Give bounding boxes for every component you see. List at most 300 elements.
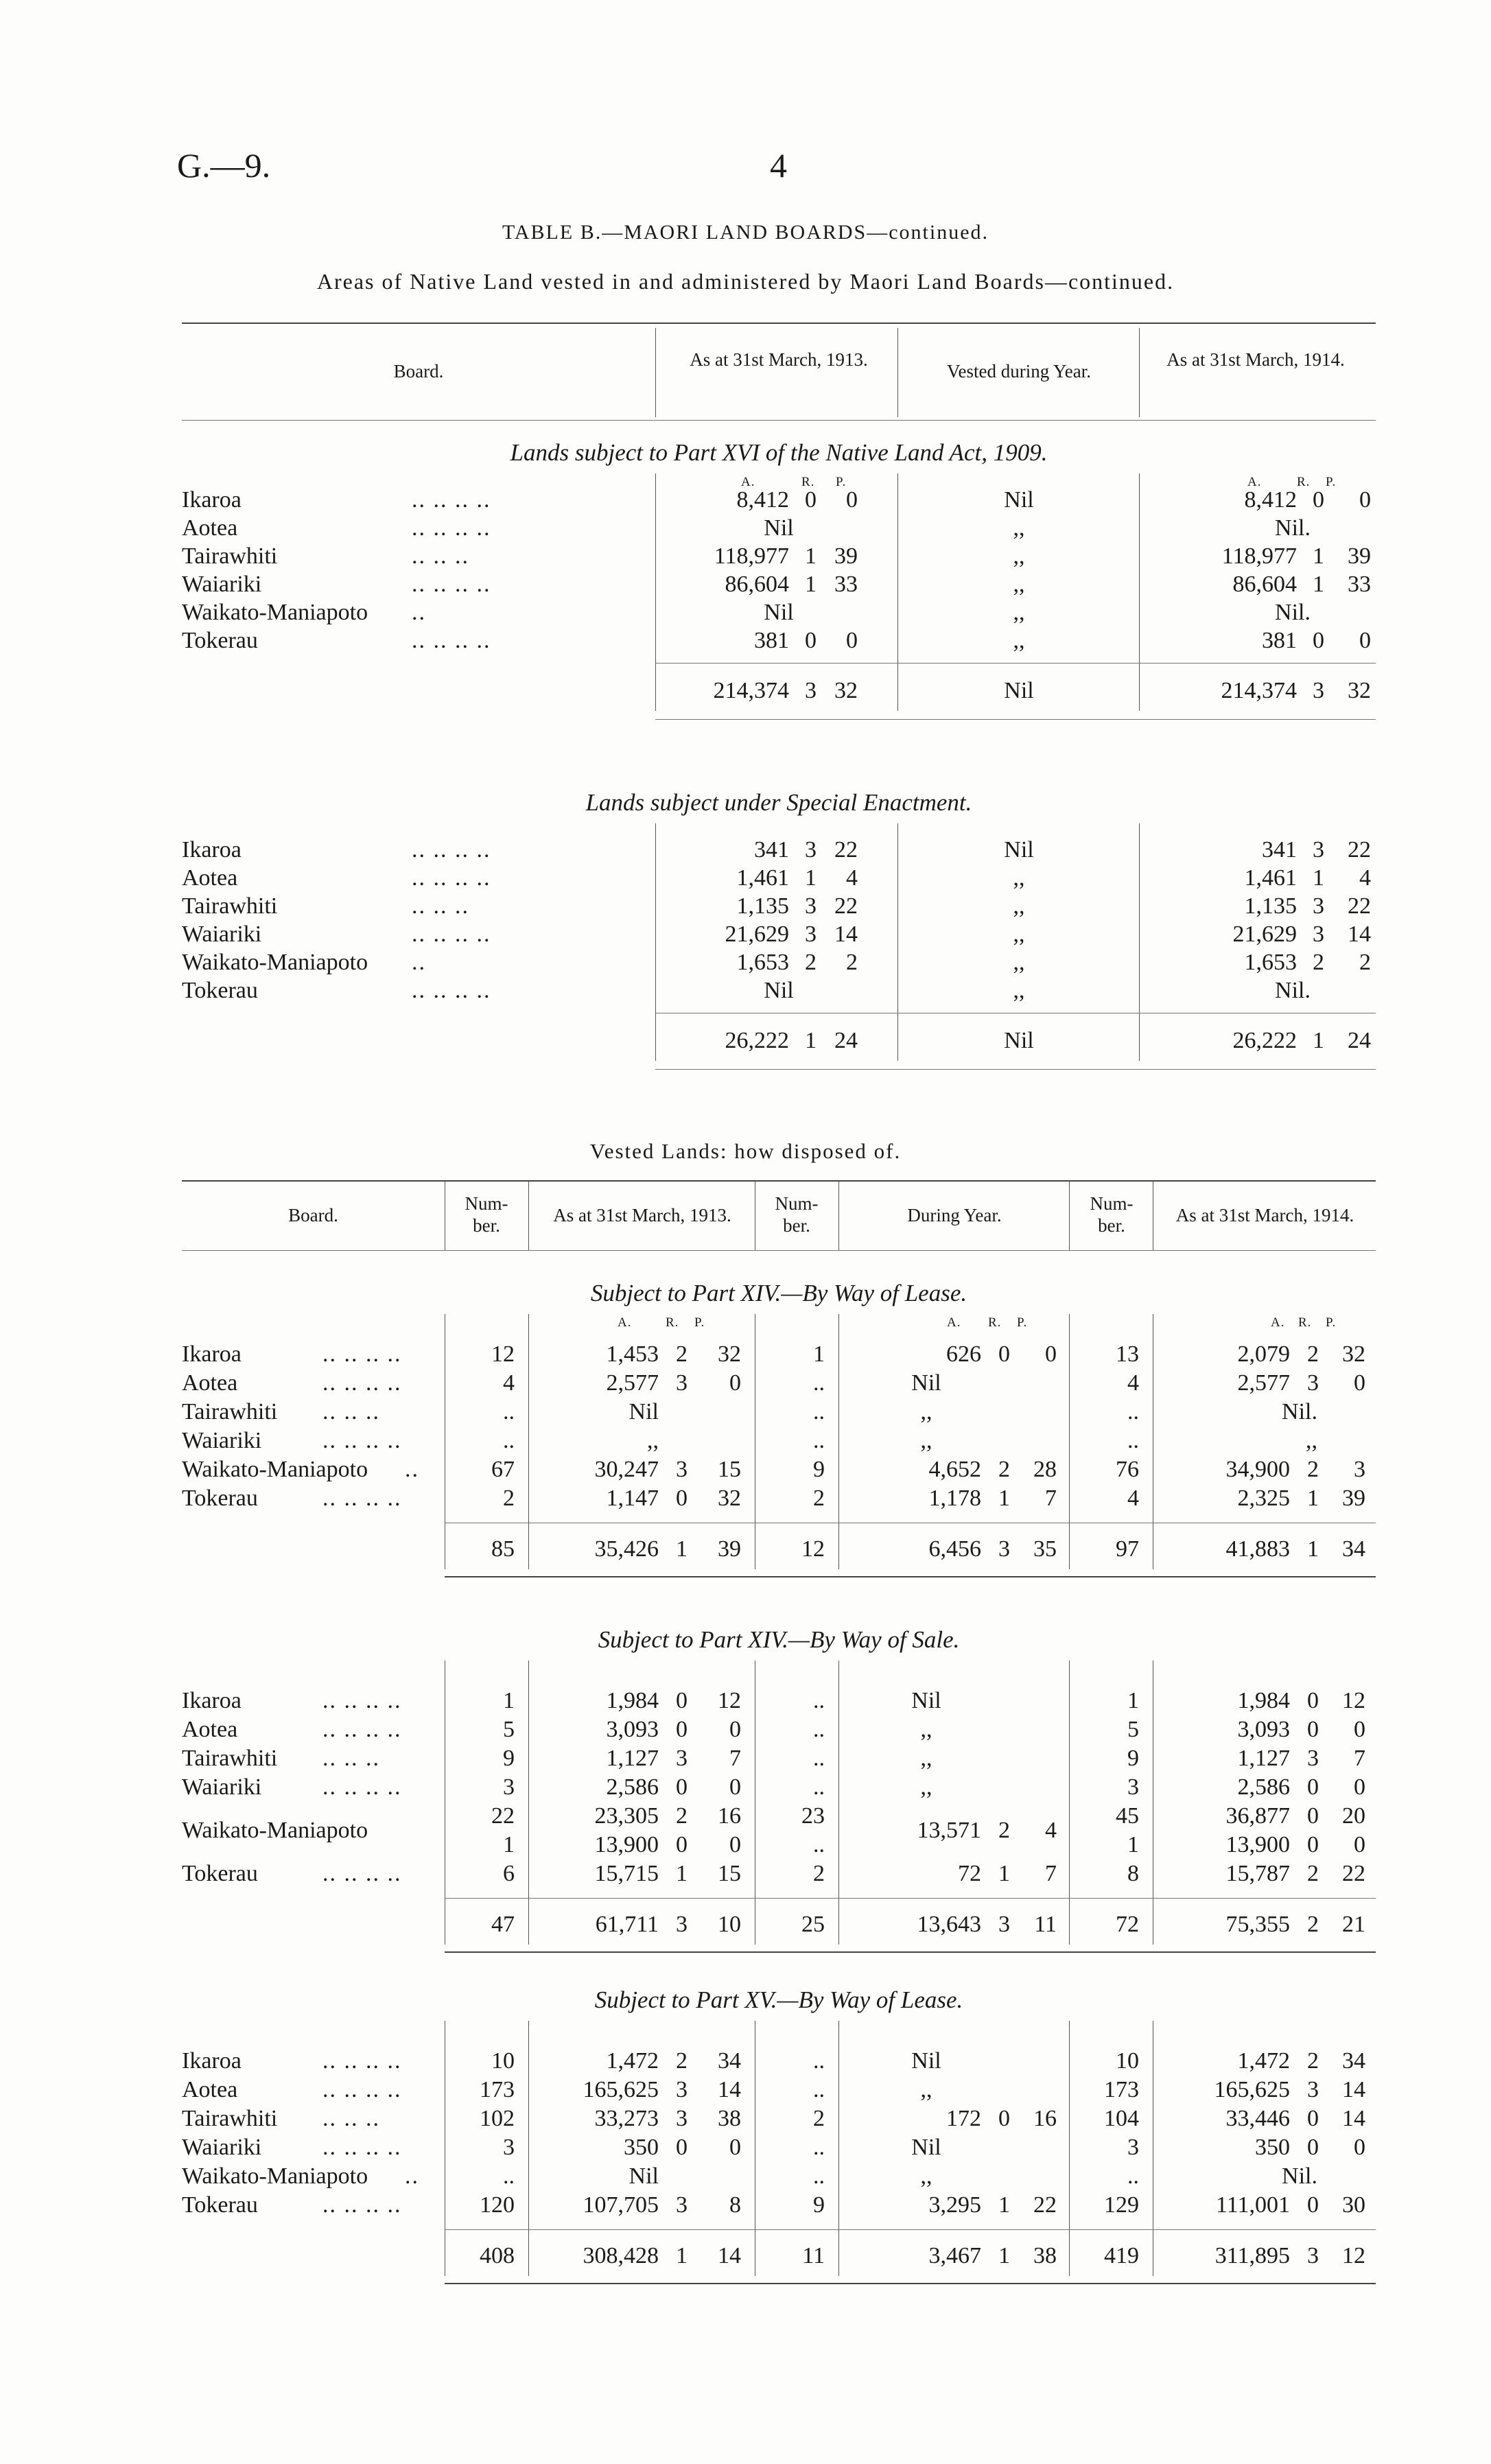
board-name: Waikato-Maniapoto xyxy=(182,1457,368,1482)
column-rule xyxy=(838,1314,839,1569)
cell-vested: ,, xyxy=(1013,865,1025,891)
leader-dots: .. .. .. .. xyxy=(322,2048,402,2074)
cell-a2: ,, xyxy=(920,2077,932,2102)
leader-dots: .. .. .. .. xyxy=(322,1341,402,1367)
total-r2: 3 xyxy=(998,1536,1010,1562)
cell-a3: 2,325 xyxy=(1237,1486,1290,1511)
cell-r3: 0 xyxy=(1307,2192,1319,2218)
cell-a3: Nil. xyxy=(1282,2163,1317,2189)
column-rule xyxy=(1069,1314,1070,1569)
cell-p3: 7 xyxy=(1354,1746,1365,1771)
cell-a1: 13,900 xyxy=(594,1832,659,1857)
cell-1913-perches: 0 xyxy=(846,487,858,513)
cell-a3: 36,877 xyxy=(1225,1803,1290,1829)
col2-header-board: Board. xyxy=(288,1205,338,1225)
unit-label: A. xyxy=(1271,1315,1285,1330)
cell-p1: 15 xyxy=(718,1861,741,1886)
cell-a2: Nil xyxy=(911,1688,941,1713)
cell-n3: 173 xyxy=(1104,2077,1139,2102)
leader-dots: .. .. .. .. xyxy=(412,628,491,653)
cell-r2: 1 xyxy=(998,2192,1010,2218)
cell-1914-acres: 1,135 xyxy=(1244,893,1297,919)
cell-1914-roods: 1 xyxy=(1313,572,1324,597)
board-name: Waiariki xyxy=(182,572,262,597)
board-name: Aotea xyxy=(182,865,238,891)
cell-1914-acres: Nil. xyxy=(1275,515,1311,541)
cell-p1: 32 xyxy=(718,1341,741,1367)
total-a2: 3,467 xyxy=(928,2243,981,2268)
cell-1913-perches: 22 xyxy=(834,837,858,863)
cell-p1: 0 xyxy=(729,2135,741,2160)
cell-1914-perches: 14 xyxy=(1348,922,1371,947)
row-rule xyxy=(445,1576,1376,1577)
board-name: Aotea xyxy=(182,2077,238,2102)
column-rule xyxy=(528,1661,529,1945)
cell-1913-perches: 14 xyxy=(834,922,858,947)
cell-r2: 2 xyxy=(998,1457,1010,1482)
cell-a3: 33,446 xyxy=(1225,2106,1290,2131)
unit-label: P. xyxy=(1326,475,1337,489)
total-p3: 12 xyxy=(1342,2243,1365,2268)
leader-dots: .. .. .. xyxy=(412,543,469,569)
board-name: Aotea xyxy=(182,1717,238,1742)
cell-n3: 45 xyxy=(1116,1803,1139,1829)
section-title: Subject to Part XIV.—By Way of Sale. xyxy=(598,1626,960,1653)
disposal-title: Vested Lands: how disposed of. xyxy=(589,1139,902,1163)
cell-n3: 8 xyxy=(1127,1861,1139,1886)
cell-p1: 38 xyxy=(718,2106,741,2131)
cell-r3: 2 xyxy=(1307,1457,1319,1482)
cell-r3: 3 xyxy=(1307,2077,1319,2102)
total-1913-roods: 1 xyxy=(805,1028,817,1053)
cell-a3: 350 xyxy=(1255,2135,1290,2160)
total-p3: 34 xyxy=(1342,1536,1365,1562)
cell-p2: 28 xyxy=(1033,1457,1057,1482)
total-a1: 61,711 xyxy=(595,1912,659,1937)
leader-dots: .. .. .. .. xyxy=(412,865,491,891)
cell-n3: 1 xyxy=(1127,1688,1139,1713)
page-number: 4 xyxy=(770,146,787,185)
cell-r2: 1 xyxy=(998,1486,1010,1511)
cell-1913-acres: 1,461 xyxy=(736,865,789,891)
cell-r2: 1 xyxy=(998,1861,1010,1886)
cell-r1: 0 xyxy=(676,1717,688,1742)
cell-p3: 39 xyxy=(1342,1486,1365,1511)
board-name: Tokerau xyxy=(182,978,258,1003)
leader-dots: .. .. .. xyxy=(322,1399,380,1424)
cell-a1: 33,273 xyxy=(594,2106,659,2131)
cell-p3: 12 xyxy=(1342,1688,1365,1713)
cell-1914-perches: 33 xyxy=(1348,572,1371,597)
unit-label: A. xyxy=(947,1315,961,1330)
cell-a2: Nil xyxy=(911,1370,941,1396)
cell-1913-roods: 3 xyxy=(805,893,817,919)
cell-a1: 1,127 xyxy=(606,1746,659,1771)
cell-a2: ,, xyxy=(920,1399,932,1424)
total-r3: 3 xyxy=(1307,2243,1319,2268)
cell-vested: ,, xyxy=(1013,543,1025,569)
cell-1913-perches: 39 xyxy=(834,543,858,569)
cell-vested: ,, xyxy=(1013,922,1025,947)
col-header-1913: As at 31st March, 1913. xyxy=(690,349,868,370)
unit-label: A. xyxy=(1247,475,1262,489)
cell-1914-roods: 3 xyxy=(1313,837,1324,863)
row-rule xyxy=(445,2229,1376,2230)
total-1914-acres: 26,222 xyxy=(1232,1028,1297,1053)
leader-dots: .. xyxy=(412,950,426,975)
unit-label: P. xyxy=(694,1315,705,1330)
cell-r3: 2 xyxy=(1307,2048,1319,2074)
cell-p1: 16 xyxy=(718,1803,741,1829)
cell-1914-roods: 2 xyxy=(1313,950,1324,975)
leader-dots: .. .. .. .. xyxy=(412,515,491,541)
cell-r3: 0 xyxy=(1307,1774,1319,1800)
cell-p1: 32 xyxy=(718,1486,741,1511)
cell-1914-perches: 39 xyxy=(1348,543,1371,569)
section-title: Lands subject to Part XVI of the Native Land Act, 1909. xyxy=(510,439,1048,466)
total-r2: 1 xyxy=(998,2243,1010,2268)
leader-dots: .. .. .. .. xyxy=(412,922,491,947)
cell-a3: Nil. xyxy=(1282,1399,1317,1424)
board-name: Waikato-Maniapoto xyxy=(182,1818,368,1843)
cell-n3: 9 xyxy=(1127,1746,1139,1771)
cell-n1: 9 xyxy=(503,1746,515,1771)
board-name: Waikato-Maniapoto xyxy=(182,600,368,625)
board-name: Tokerau xyxy=(182,628,258,653)
total-a2: 6,456 xyxy=(928,1536,981,1562)
board-name: Tairawhiti xyxy=(182,1399,278,1424)
cell-a3: 1,127 xyxy=(1237,1746,1290,1771)
cell-1914-perches: 0 xyxy=(1359,628,1371,653)
cell-n1: 2 xyxy=(503,1486,515,1511)
cell-1913-acres: 8,412 xyxy=(736,487,789,513)
cell-n2: .. xyxy=(813,1399,825,1424)
cell-n2: .. xyxy=(813,1746,825,1771)
cell-r3: 0 xyxy=(1307,2106,1319,2131)
cell-p3: 0 xyxy=(1354,1832,1365,1857)
cell-a2: ,, xyxy=(920,2163,932,2189)
cell-1914-perches: 22 xyxy=(1348,837,1371,863)
board-name: Waikato-Maniapoto xyxy=(182,2163,368,2189)
cell-a2: 3,295 xyxy=(928,2192,981,2218)
total-1913-perches: 24 xyxy=(834,1028,858,1053)
cell-n2: 1 xyxy=(813,1341,825,1367)
page-reference: G.—9. xyxy=(177,146,271,185)
cell-p3: 0 xyxy=(1354,2135,1365,2160)
column-rule xyxy=(1139,823,1140,1061)
leader-dots: .. .. .. .. xyxy=(412,837,491,863)
cell-r1: 3 xyxy=(676,2106,688,2131)
board-name: Ikaroa xyxy=(182,1688,242,1713)
cell-r3: 3 xyxy=(1307,1370,1319,1396)
cell-p3: 0 xyxy=(1354,1370,1365,1396)
leader-dots: .. .. .. .. xyxy=(412,978,491,1003)
board-name: Tairawhiti xyxy=(182,1746,278,1771)
cell-n3: 10 xyxy=(1116,2048,1139,2074)
cell-a3: 1,984 xyxy=(1237,1688,1290,1713)
row-rule xyxy=(445,2283,1376,2284)
cell-n3: 104 xyxy=(1104,2106,1139,2131)
leader-dots: .. .. .. xyxy=(412,893,469,919)
cell-1913-perches: 0 xyxy=(846,628,858,653)
cell-n1: 6 xyxy=(503,1861,515,1886)
cell-a3: ,, xyxy=(1306,1428,1317,1453)
cell-a2: 4,652 xyxy=(928,1457,981,1482)
cell-p1: 14 xyxy=(718,2077,741,2102)
cell-p3: 3 xyxy=(1354,1457,1365,1482)
cell-r1: 0 xyxy=(676,1774,688,1800)
cell-r3: 0 xyxy=(1307,2135,1319,2160)
cell-1913-acres: Nil xyxy=(764,978,794,1003)
cell-a1: 2,586 xyxy=(606,1774,659,1800)
total-1914-acres: 214,374 xyxy=(1221,678,1297,703)
board-name: Waiariki xyxy=(182,1428,262,1453)
board-name: Waiariki xyxy=(182,2135,262,2160)
cell-p2: 7 xyxy=(1045,1861,1057,1886)
cell-a1: 107,705 xyxy=(583,2192,659,2218)
cell-a3: 15,787 xyxy=(1225,1861,1290,1886)
leader-dots: .. .. .. .. xyxy=(322,1370,402,1396)
cell-p3: 0 xyxy=(1354,1774,1365,1800)
cell-n1: .. xyxy=(503,1399,515,1424)
total-1914-perches: 24 xyxy=(1348,1028,1371,1053)
cell-r1: 0 xyxy=(676,1486,688,1511)
cell-r1: 1 xyxy=(676,1861,688,1886)
cell-a2: ,, xyxy=(920,1717,932,1742)
cell-during-acres: 13,571 xyxy=(917,1818,981,1843)
cell-p3: 14 xyxy=(1342,2077,1365,2102)
total-r3: 2 xyxy=(1307,1912,1319,1937)
column-rule xyxy=(528,1314,529,1569)
cell-p2: 0 xyxy=(1045,1341,1057,1367)
cell-p3: 30 xyxy=(1342,2192,1365,2218)
cell-1914-perches: 22 xyxy=(1348,893,1371,919)
total-r1: 3 xyxy=(676,1912,688,1937)
cell-1914-roods: 3 xyxy=(1313,922,1324,947)
cell-1913-acres: 1,135 xyxy=(736,893,789,919)
total-n1: 85 xyxy=(491,1536,515,1562)
cell-1914-acres: 118,977 xyxy=(1221,543,1297,569)
cell-1913-roods: 1 xyxy=(805,572,817,597)
unit-label: P. xyxy=(1017,1315,1028,1330)
cell-1914-acres: 381 xyxy=(1262,628,1297,653)
cell-1913-acres: Nil xyxy=(764,515,794,541)
cell-1914-roods: 0 xyxy=(1313,628,1324,653)
cell-a1: 1,147 xyxy=(606,1486,659,1511)
cell-1914-acres: Nil. xyxy=(1275,978,1311,1003)
cell-1913-roods: 3 xyxy=(805,922,817,947)
cell-n3: 3 xyxy=(1127,1774,1139,1800)
leader-dots: .. .. .. .. xyxy=(322,1717,402,1742)
board-name: Tokerau xyxy=(182,1486,258,1511)
board-name: Tairawhiti xyxy=(182,2106,278,2131)
cell-a1: Nil xyxy=(629,1399,659,1424)
cell-n2: .. xyxy=(813,2077,825,2102)
cell-1913-perches: 4 xyxy=(846,865,858,891)
cell-a1: 30,247 xyxy=(594,1457,659,1482)
total-p2: 38 xyxy=(1033,2243,1057,2268)
cell-n1: .. xyxy=(503,2163,515,2189)
cell-a3: 1,472 xyxy=(1237,2048,1290,2074)
leader-dots: .. xyxy=(412,600,426,625)
total-vested: Nil xyxy=(1004,1028,1034,1053)
leader-dots: .. .. .. xyxy=(322,2106,380,2131)
column-rule xyxy=(838,1661,839,1945)
column-rule xyxy=(528,2021,529,2276)
total-n2: 12 xyxy=(801,1536,825,1562)
cell-r3: 0 xyxy=(1307,1717,1319,1742)
row-rule xyxy=(445,1898,1376,1899)
cell-1913-perches: 33 xyxy=(834,572,858,597)
cell-vested: ,, xyxy=(1013,893,1025,919)
cell-n2: 9 xyxy=(813,1457,825,1482)
cell-a2: ,, xyxy=(920,1774,932,1800)
cell-n1: 1 xyxy=(503,1832,515,1857)
total-n2: 11 xyxy=(802,2243,825,2268)
leader-dots: .. xyxy=(405,1457,419,1482)
column-rule xyxy=(897,473,898,711)
cell-n3: 4 xyxy=(1127,1370,1139,1396)
total-vested: Nil xyxy=(1004,678,1034,703)
total-a3: 75,355 xyxy=(1225,1912,1290,1937)
column-rule xyxy=(897,823,898,1061)
cell-1913-acres: 86,604 xyxy=(725,572,789,597)
cell-1914-roods: 3 xyxy=(1313,893,1324,919)
leader-dots: .. .. .. .. xyxy=(322,1486,402,1511)
cell-n3: 13 xyxy=(1116,1341,1139,1367)
board-name: Waiariki xyxy=(182,922,262,947)
board-name: Ikaroa xyxy=(182,487,242,513)
column-rule xyxy=(655,473,656,711)
unit-label: P. xyxy=(1326,1315,1337,1330)
cell-vested: ,, xyxy=(1013,950,1025,975)
cell-1913-roods: 3 xyxy=(805,837,817,863)
cell-1914-roods: 0 xyxy=(1313,487,1324,513)
leader-dots: .. .. .. .. xyxy=(322,1861,402,1886)
row-rule xyxy=(445,1951,1376,1953)
cell-r3: 0 xyxy=(1307,1688,1319,1713)
cell-a1: 23,305 xyxy=(594,1803,659,1829)
cell-n3: 76 xyxy=(1116,1457,1139,1482)
cell-a2: 1,178 xyxy=(928,1486,981,1511)
cell-a3: 13,900 xyxy=(1225,1832,1290,1857)
cell-n2: .. xyxy=(813,1688,825,1713)
board-name: Waikato-Maniapoto xyxy=(182,950,368,975)
cell-n1: 12 xyxy=(491,1341,515,1367)
cell-1913-roods: 0 xyxy=(805,487,817,513)
column-rule xyxy=(1139,473,1140,711)
cell-r1: 3 xyxy=(676,1370,688,1396)
cell-a3: 34,900 xyxy=(1225,1457,1290,1482)
col-header-vested: Vested during Year. xyxy=(947,361,1091,382)
cell-n3: .. xyxy=(1127,1428,1139,1453)
board-name: Tokerau xyxy=(182,1861,258,1886)
leader-dots: .. .. .. .. xyxy=(412,572,491,597)
cell-r3: 2 xyxy=(1307,1341,1319,1367)
cell-a2: ,, xyxy=(920,1746,932,1771)
cell-1913-acres: 21,629 xyxy=(725,922,789,947)
section-title: Subject to Part XIV.—By Way of Lease. xyxy=(590,1280,967,1306)
unit-label: A. xyxy=(618,1315,632,1330)
leader-dots: .. .. .. .. xyxy=(322,2192,402,2218)
total-1914-perches: 32 xyxy=(1348,678,1371,703)
cell-r1: 2 xyxy=(676,2048,688,2074)
cell-p3: 0 xyxy=(1354,1717,1365,1742)
leader-dots: .. .. .. .. xyxy=(322,2135,402,2160)
column-rule xyxy=(655,823,656,1061)
cell-n1: 173 xyxy=(480,2077,515,2102)
total-p2: 35 xyxy=(1033,1536,1057,1562)
cell-p1: 15 xyxy=(718,1457,741,1482)
cell-n2: 2 xyxy=(813,1486,825,1511)
cell-p2: 7 xyxy=(1045,1486,1057,1511)
cell-1913-acres: 341 xyxy=(754,837,789,863)
total-1913-roods: 3 xyxy=(805,678,817,703)
total-a3: 41,883 xyxy=(1225,1536,1290,1562)
unit-label: R. xyxy=(666,1315,679,1330)
total-1914-roods: 3 xyxy=(1313,678,1324,703)
cell-n3: 3 xyxy=(1127,2135,1139,2160)
cell-n1: 67 xyxy=(491,1457,515,1482)
total-a1: 308,428 xyxy=(583,2243,659,2268)
cell-a2: Nil xyxy=(911,2135,941,2160)
cell-r1: 0 xyxy=(676,1688,688,1713)
cell-p1: 0 xyxy=(729,1832,741,1857)
total-r2: 3 xyxy=(998,1912,1010,1937)
col2-header-number-3: Num- ber. xyxy=(1090,1193,1134,1236)
cell-a1: Nil xyxy=(629,2163,659,2189)
cell-during-perches: 4 xyxy=(1045,1818,1057,1843)
cell-1914-perches: 4 xyxy=(1359,865,1371,891)
total-1914-roods: 1 xyxy=(1313,1028,1324,1053)
cell-a2: ,, xyxy=(920,1428,932,1453)
section-title: Lands subject under Special Enactment. xyxy=(585,789,972,816)
cell-a1: 15,715 xyxy=(594,1861,659,1886)
cell-n2: 2 xyxy=(813,1861,825,1886)
cell-r2: 0 xyxy=(998,2106,1010,2131)
cell-vested: Nil xyxy=(1004,487,1034,513)
cell-1913-roods: 1 xyxy=(805,865,817,891)
cell-1914-perches: 2 xyxy=(1359,950,1371,975)
cell-1913-acres: Nil xyxy=(764,600,794,625)
board-name: Ikaroa xyxy=(182,1341,242,1367)
cell-n1: 3 xyxy=(503,2135,515,2160)
cell-r2: 0 xyxy=(998,1341,1010,1367)
column-rule xyxy=(1069,2021,1070,2276)
cell-n2: .. xyxy=(813,1832,825,1857)
leader-dots: .. .. .. .. xyxy=(412,487,491,513)
cell-n3: 4 xyxy=(1127,1486,1139,1511)
section-title: Subject to Part XV.—By Way of Lease. xyxy=(594,1986,963,2013)
cell-n2: .. xyxy=(813,2135,825,2160)
cell-1913-acres: 1,653 xyxy=(736,950,789,975)
total-p3: 21 xyxy=(1342,1912,1365,1937)
cell-1913-acres: 381 xyxy=(754,628,789,653)
leader-dots: .. .. .. .. xyxy=(322,1428,402,1453)
cell-a3: 2,577 xyxy=(1237,1370,1290,1396)
cell-1914-acres: 86,604 xyxy=(1232,572,1297,597)
leader-dots: .. .. .. xyxy=(322,1746,380,1771)
total-n2: 25 xyxy=(801,1912,825,1937)
cell-p1: 34 xyxy=(718,2048,741,2074)
cell-vested: ,, xyxy=(1013,600,1025,625)
cell-n3: 1 xyxy=(1127,1832,1139,1857)
cell-a3: 3,093 xyxy=(1237,1717,1290,1742)
column-rule xyxy=(838,2021,839,2276)
cell-n2: .. xyxy=(813,1428,825,1453)
cell-n2: .. xyxy=(813,2048,825,2074)
cell-n2: .. xyxy=(813,1717,825,1742)
